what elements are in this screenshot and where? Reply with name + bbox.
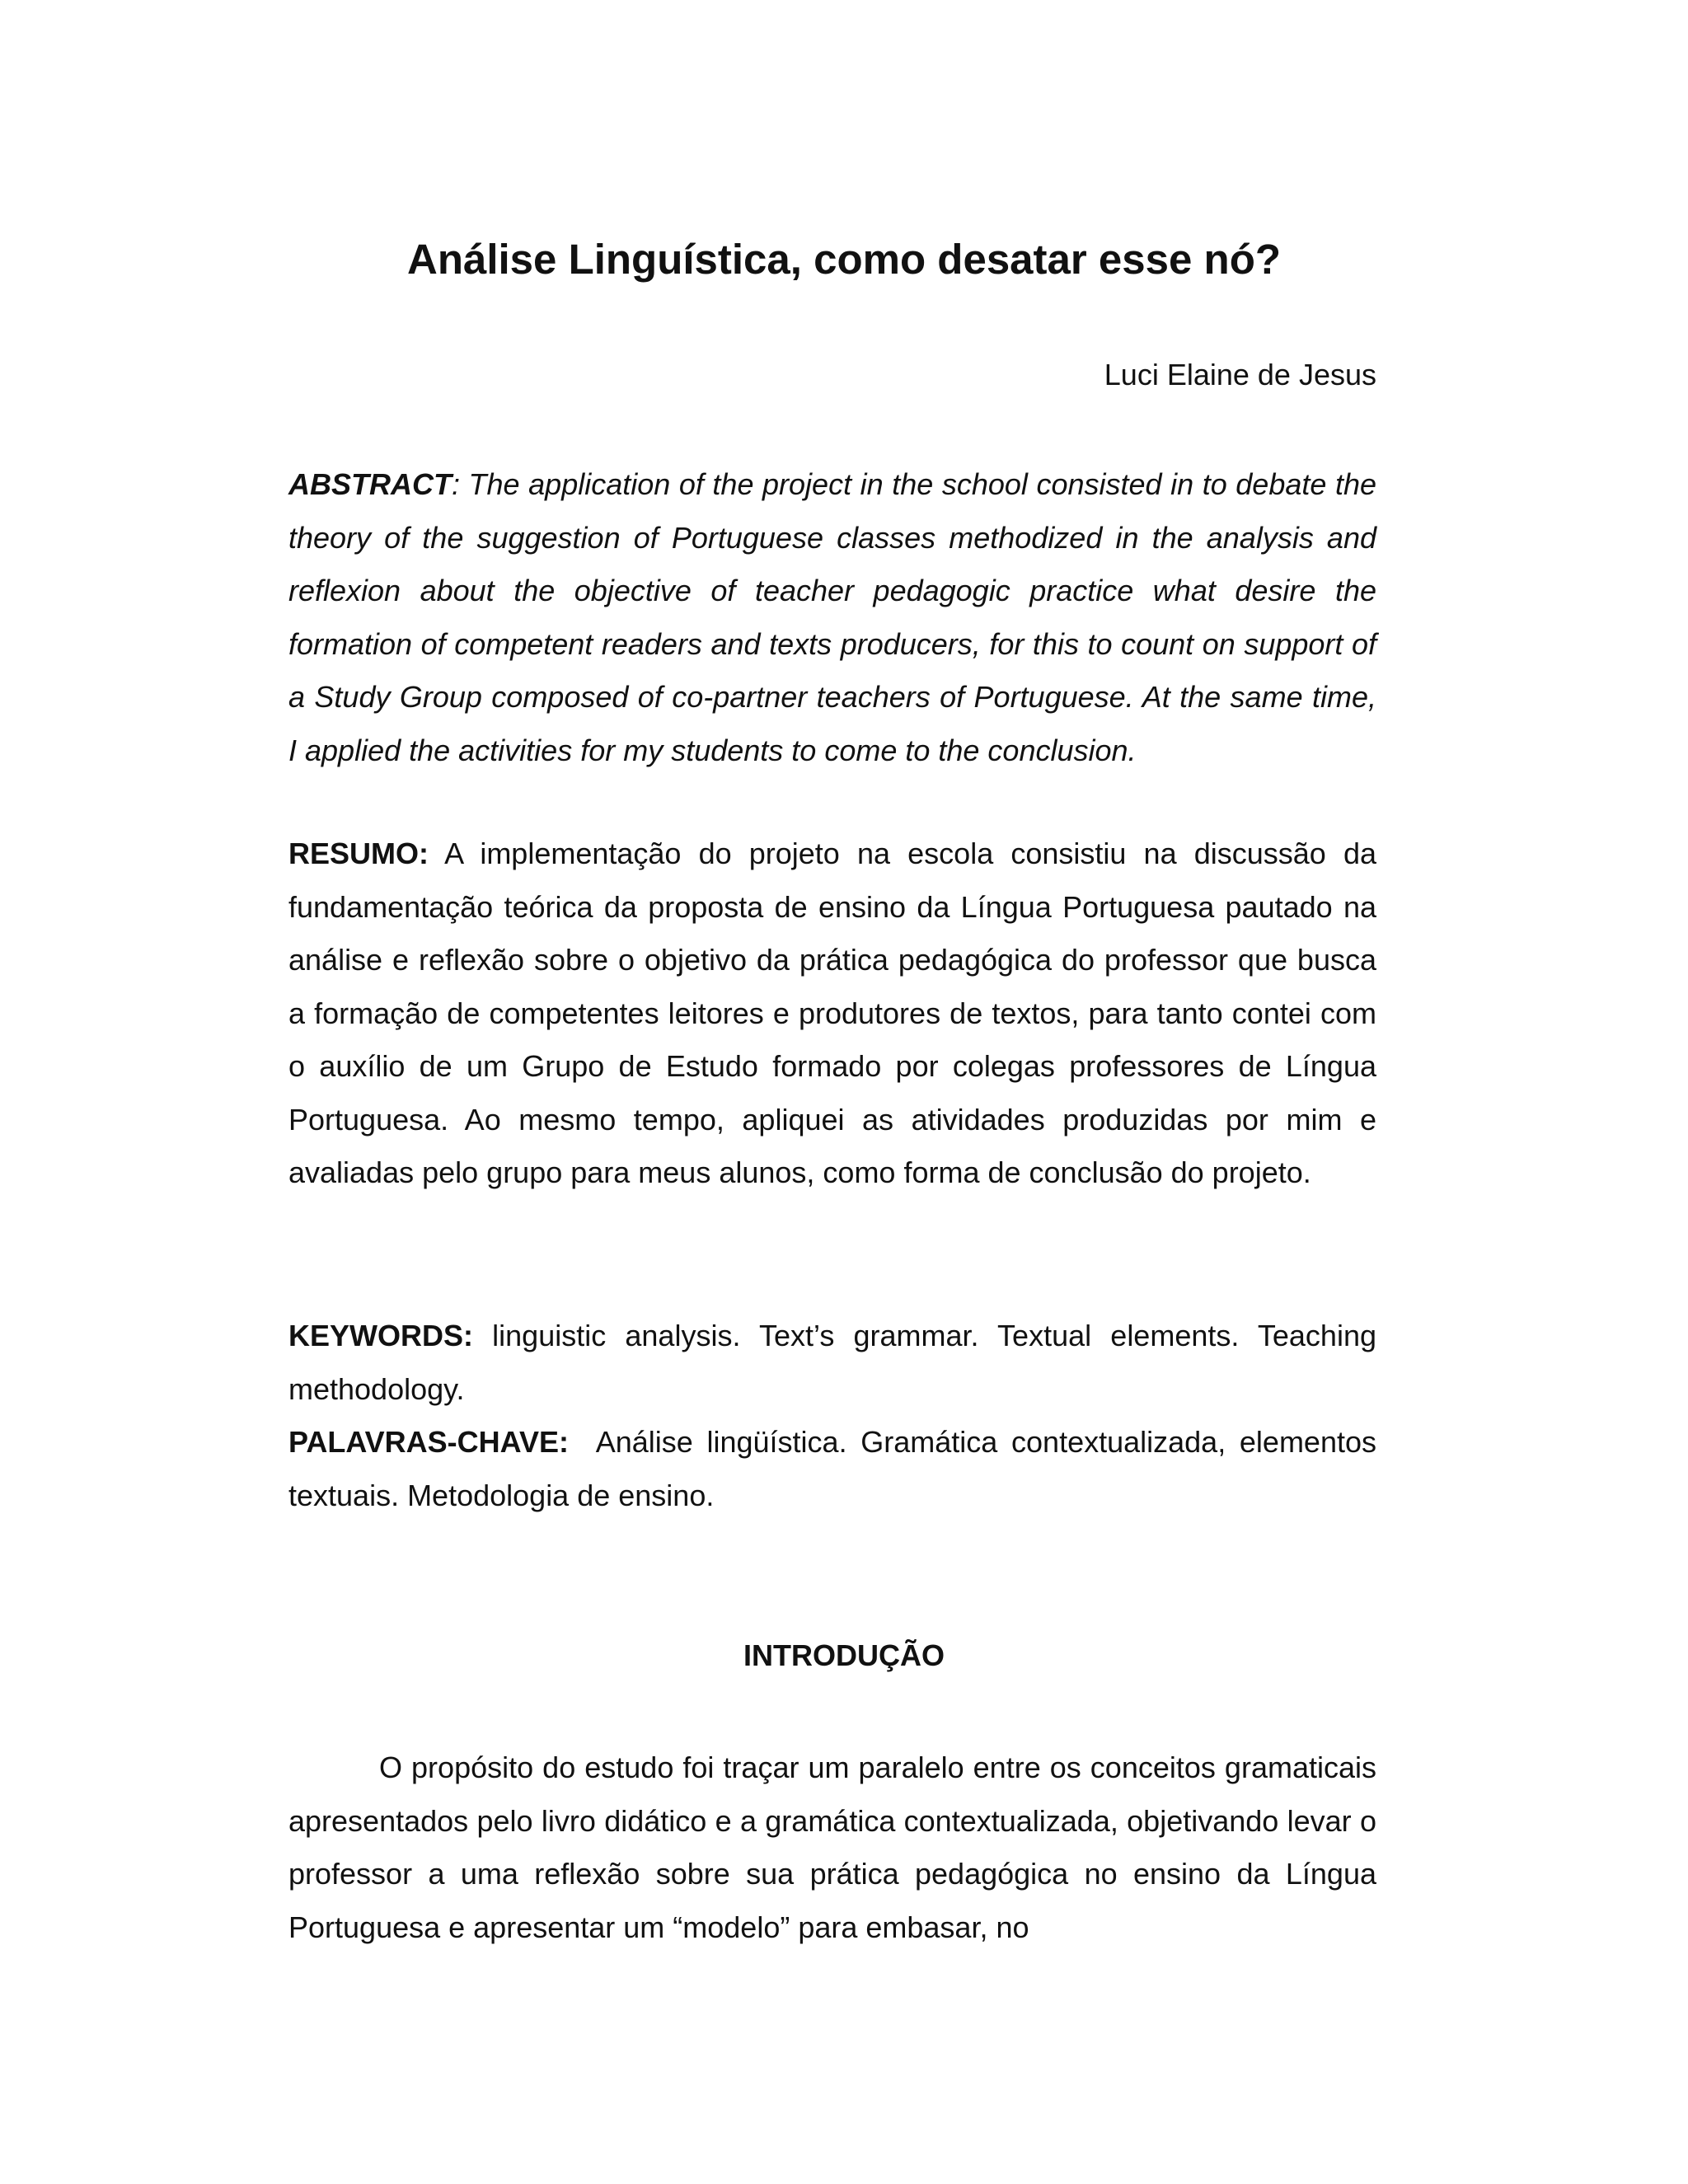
- introducao-paragraph: O propósito do estudo foi traçar um paralelo entre os conceitos gramaticais apresentados pelo livro didático e a gramática contextualizada, objetivando levar o professor a uma reflexão sobre sua prática pedagógica no ensino da Língua Portuguesa e apresentar um “modelo” para embasar, no: [288, 1750, 1376, 1944]
- abstract-label: ABSTRACT: [288, 467, 452, 501]
- resumo-text: A implementação do projeto na escola consistiu na discussão da fundamentação teórica da proposta de ensino da Língua Portuguesa pautado na análise e reflexão sobre o objetivo da prática pedagógica do professor que busca a formação de competentes leitores e produtores de textos, para tanto contei com o auxílio de um Grupo de Estudo formado por colegas professores de Língua Portuguesa. Ao mesmo tempo, apliquei as atividades produzidas por mim e avaliadas pelo grupo para meus alunos, como forma de conclusão do projeto.: [288, 837, 1376, 1189]
- palavras-chave-text: Análise lingüística. Gramática contextualizada, elementos textuais. Metodologia de ensino.: [288, 1425, 1376, 1512]
- abstract-text: : The application of the project in the school consisted in to debate the theory of the suggestion of Portuguese classes methodized in the analysis and reflexion about the objective of teacher pedagogic practice what desire the formation of competent readers and texts producers, for this to count on support of a Study Group composed of co-partner teachers of Portuguese. At the same time, I applied the activities for my students to come to the conclusion.: [288, 467, 1376, 767]
- document-title: Análise Linguística, como desatar esse nó?: [407, 236, 1281, 283]
- introducao-heading: INTRODUÇÃO: [743, 1638, 945, 1672]
- keywords-paragraph: [288, 1310, 1376, 1416]
- palavras-chave-paragraph: [288, 1416, 1376, 1522]
- keywords-text: linguistic analysis. Text’s grammar. Textual elements. Teaching methodology.: [288, 1319, 1376, 1406]
- keywords-label: KEYWORDS:: [288, 1319, 473, 1352]
- abstract-paragraph: [288, 458, 1376, 777]
- resumo-label: RESUMO:: [288, 837, 429, 870]
- author-name: Luci Elaine de Jesus: [1104, 358, 1376, 391]
- resumo-paragraph: [288, 827, 1376, 1200]
- palavras-chave-label: PALAVRAS-CHAVE:: [288, 1425, 569, 1459]
